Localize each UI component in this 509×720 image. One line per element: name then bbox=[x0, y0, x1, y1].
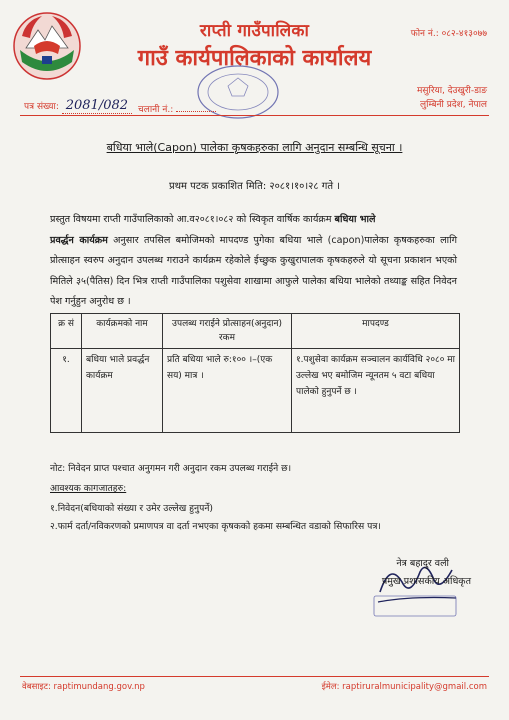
office-address-line2: लुम्बिनी प्रदेश, नेपाल bbox=[420, 100, 487, 110]
signatory-title: प्रमुख प्रशासकीय अधिकृत bbox=[381, 576, 471, 587]
reference-label: पत्र संख्या: bbox=[24, 102, 59, 112]
notice-subject-text: बधिया भाले(Capon) पालेका कृषकहरुका लागि अनुदान सम्बन्धि सूचना । bbox=[106, 141, 403, 154]
required-docs-heading: आवश्यक कागजातहरु: bbox=[50, 483, 127, 494]
table-header-sn: क्र सं bbox=[51, 314, 82, 349]
reference-value: 2081/082 bbox=[62, 98, 132, 114]
reference-number bbox=[24, 98, 132, 113]
grant-table bbox=[50, 313, 460, 433]
header-divider bbox=[20, 115, 489, 116]
program-name-part2: प्रवर्द्धन कार्यक्रम bbox=[50, 234, 108, 246]
office-name-line2: गाउँ कार्यपालिकाको कार्यालय bbox=[137, 46, 372, 71]
required-doc-item: १.निवेदन(बधियाको संख्या र उमेर उल्लेख हुनुपर्ने) bbox=[50, 503, 214, 514]
notice-body bbox=[50, 210, 457, 313]
website-link[interactable]: वेबसाइट: raptimundang.gov.np bbox=[22, 682, 145, 692]
notice-body-intro: प्रस्तुत विषयमा राप्ती गाउँपालिकाको आ.व२०८१।०८२ को स्विकृत वार्षिक कार्यक्रम bbox=[50, 214, 335, 225]
table-header-amount: उपलब्ध गराईने प्रोत्साहन(अनुदान) रकम bbox=[163, 314, 292, 349]
note-text: नोट: निवेदन प्राप्त पश्चात अनुगमन गरी अनुदान रकम उपलब्ध गराईने छ। bbox=[50, 463, 292, 474]
notice-subject bbox=[0, 140, 509, 155]
dispatch-number bbox=[138, 102, 216, 115]
email-link[interactable]: ईमेल: raptiruralmunicipality@gmail.com bbox=[321, 682, 487, 692]
required-doc-item: २.फार्म दर्ता/नविकरणको प्रमाणपत्र वा दर्ता नभएका कृषकको हकमा सम्बन्धित वडाको सिफारिस पत्र। bbox=[50, 521, 381, 532]
table-row bbox=[51, 349, 460, 433]
phone-number: फोन नं.: ०८२-४१३०७७ bbox=[410, 29, 487, 39]
footer-divider bbox=[20, 676, 489, 677]
table-cell-program: बधिया भाले प्रवर्द्धन कार्यक्रम bbox=[82, 349, 163, 433]
table-header-row bbox=[51, 314, 460, 349]
table-cell-amount: प्रति बधिया भाले रु:१०० ।–(एक सय) मात्र । bbox=[163, 349, 292, 433]
table-cell-criteria: १.पशुसेवा कार्यक्रम सञ्चालन कार्यविधि २०८० मा उल्लेख भए बमोजिम न्यूनतम ५ वटा बधिया पालेको हुनुपर्ने छ । bbox=[292, 349, 460, 433]
table-header-program: कार्यक्रमको नाम bbox=[82, 314, 163, 349]
publish-date: प्रथम पटक प्रकाशित मिति: २०८१।१०।२८ गते । bbox=[168, 181, 341, 192]
notice-body-rest: अनुसार तपसिल बमोजिमको मापदण्ड पुगेका बधिया भाले (capon)पालेका कृषकहरुका लागि प्रोत्साहन स्वरुप अनुदान उपलब्ध गराउने कार्यक्रम रहेकोले ईच्छुक कुखुरापालक कृषकहरुले यो सूचना प्रकाशन भएको मितिले ३५(पैतिस) दिन भित्र राप्ती गाउँपालिका पशुसेवा शाखामा आफुले पालेका बधिया भालेको तथ्याङ्क सहित निवेदन पेश गर्नुहुन अनुरोध छ । bbox=[50, 234, 457, 307]
table-cell-sn: १. bbox=[51, 349, 82, 433]
program-name-part1: बधिया भाले bbox=[334, 214, 376, 225]
office-address-line1: मसुरिया, देउखुरी-डाङ bbox=[417, 86, 487, 96]
office-name-line1: राप्ती गाउँपालिका bbox=[199, 21, 310, 41]
dispatch-blank bbox=[176, 111, 216, 112]
dispatch-label: चलानी नं.: bbox=[138, 105, 174, 115]
table-header-criteria: मापदण्ड bbox=[292, 314, 460, 349]
signatory-name: नेत्र बहादुर वली bbox=[396, 558, 449, 569]
